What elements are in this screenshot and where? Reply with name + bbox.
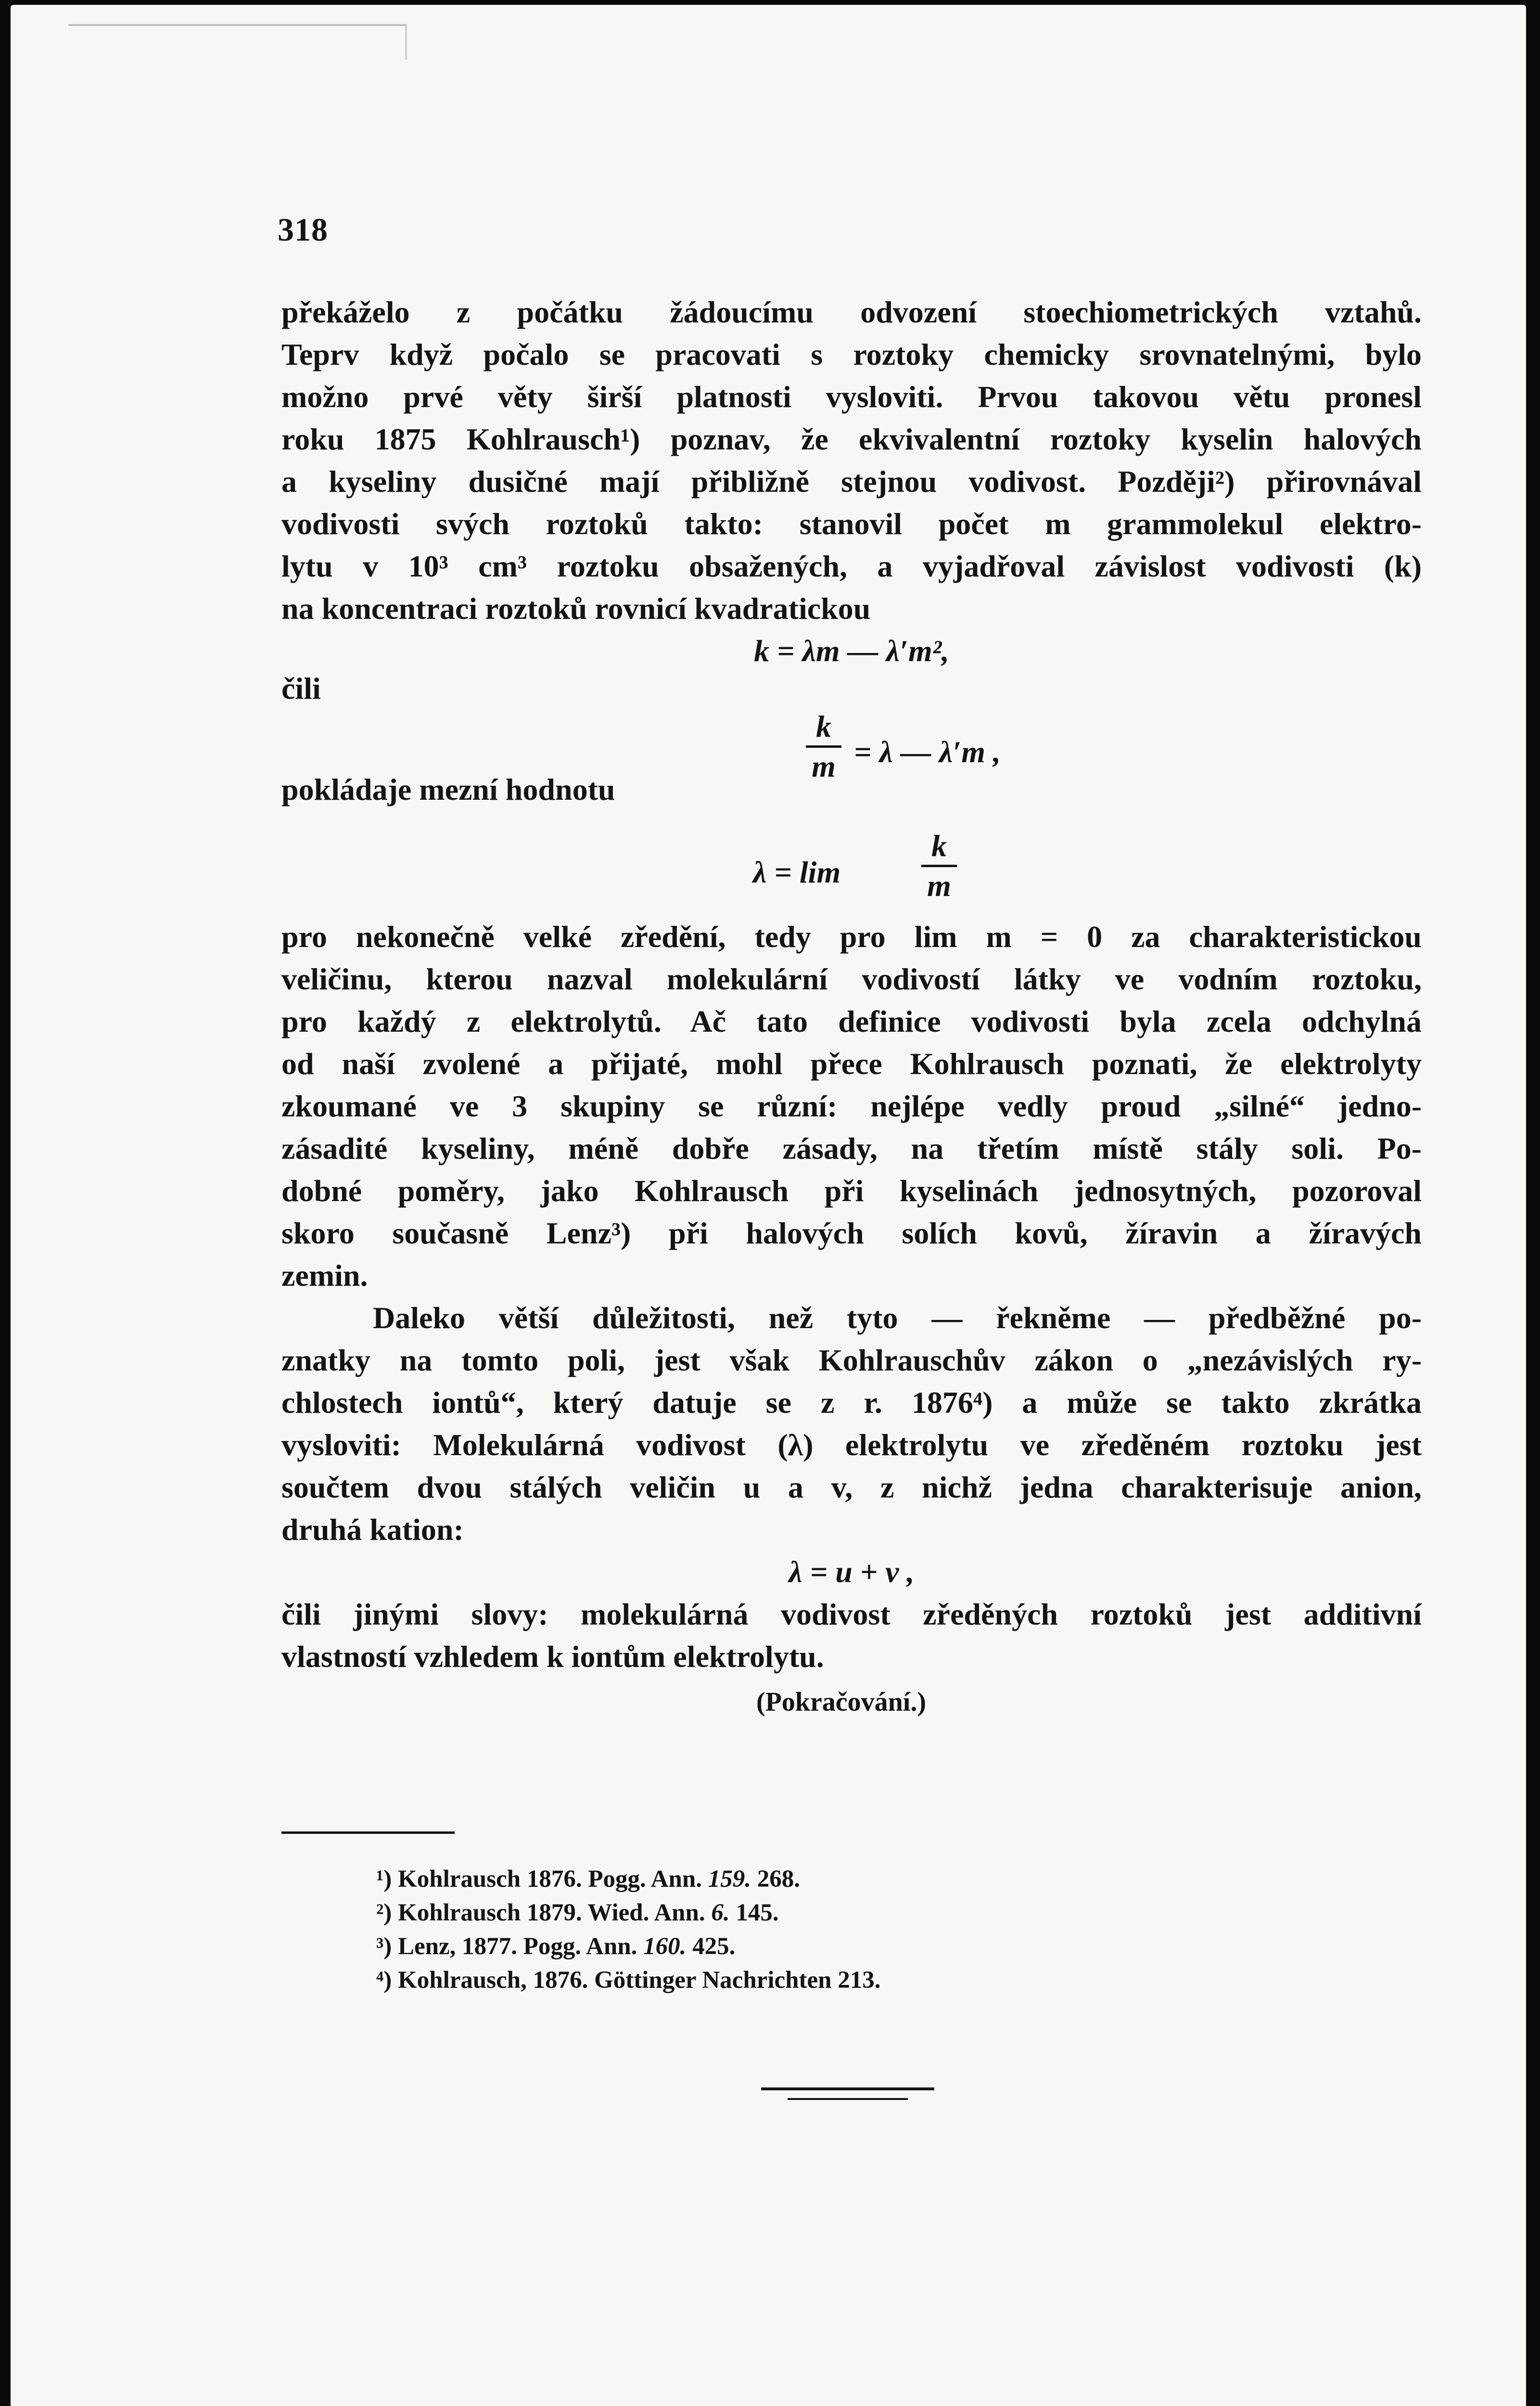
footnotes (376, 1862, 1194, 1997)
text-line: Daleko větší důležitosti, než tyto — řekněme — předběžné po- (373, 1301, 1422, 1335)
article-body (281, 291, 1422, 1726)
text-line: a kyseliny dusičné mají přibližně stejnou vodivost. Později²) přirovnával (281, 464, 1422, 499)
text-line: pro nekonečně velké zředění, tedy pro lim m = 0 za charakteristickou (281, 920, 1422, 954)
footnote-page: 145. (736, 1899, 779, 1926)
footnote-mark: ⁴) (376, 1967, 392, 1994)
text-line: vlastností vzhledem k iontům elektrolytu. (281, 1639, 824, 1674)
page-sheet (11, 5, 1526, 2406)
denominator: m (927, 869, 951, 903)
text-line: zemin. (281, 1258, 368, 1293)
numerator: k (931, 829, 947, 863)
fraction-k-over-m (806, 710, 841, 783)
footnote-volume: 159. (708, 1866, 751, 1893)
text-line: zkoumané ve 3 skupiny se různí: nejlépe vedly proud „silné“ jedno- (281, 1089, 1422, 1123)
fraction-bar (806, 745, 841, 748)
text-line: znatky na tomto poli, jest však Kohlrauschův zákon o „nezávislých ry- (281, 1343, 1422, 1377)
text-line: možno prvé věty širší platnosti vysloviti. Prvou takovou větu pronesl (281, 380, 1422, 414)
text-line: překáželo z počátku žádoucímu odvození stoechiometrických vztahů. (281, 295, 1422, 329)
limit-lhs: λ = lim (753, 855, 841, 889)
text-line: pokládaje mezní hodnotu (281, 772, 615, 806)
text-line: skoro současně Lenz³) při halových solích kovů, žíravin a žíravých (281, 1216, 1422, 1250)
text-line: roku 1875 Kohlrausch¹) poznav, že ekvivalentní roztoky kyselin halových (281, 422, 1422, 456)
text-line: druhá kation: (281, 1512, 464, 1547)
text-line: na koncentraci roztoků rovnicí kvadratickou (281, 591, 871, 626)
footnote-separator (281, 1831, 455, 1834)
fraction-bar (921, 865, 957, 867)
equation-quadratic: k = λm — λ′m², (753, 634, 950, 668)
end-ornament-rule (788, 2098, 908, 2100)
equation-ratio (281, 710, 1422, 794)
footnote-2 (376, 1896, 1194, 1930)
text-line: čili (281, 671, 321, 705)
footnote-volume: 6. (711, 1899, 730, 1926)
numerator: k (816, 709, 831, 743)
equation-limit (281, 811, 1422, 903)
footnote-volume: 160. (643, 1933, 687, 1960)
footnote-1 (376, 1862, 1194, 1896)
text-line: pro každý z elektrolytů. Ač tato definice vodivosti byla zcela odchylná (281, 1004, 1422, 1038)
footnote-text: Kohlrausch 1879. Wied. Ann. (398, 1899, 705, 1926)
page-number: 318 (278, 211, 328, 248)
text-line: vysloviti: Molekulárná vodivost (λ) elektrolytu ve zředěném roztoku jest (281, 1428, 1422, 1462)
footnote-mark: ¹) (376, 1866, 392, 1893)
text-line: lytu v 10³ cm³ roztoku obsažených, a vyjadřoval závislost vodivosti (k) (281, 549, 1422, 583)
text-line: zásadité kyseliny, méně dobře zásady, na třetím místě stály soli. Po- (281, 1131, 1422, 1165)
text-line: čili jinými slovy: molekulárná vodivost zředěných roztoků jest additivní (281, 1597, 1422, 1631)
equation-additivity: λ = u + v , (789, 1555, 915, 1589)
footnote-page: 268. (757, 1866, 800, 1893)
footnote-3 (376, 1930, 1194, 1963)
footnote-4 (376, 1963, 1194, 1997)
text-line: od naší zvolené a přijaté, mohl přece Kohlrausch poznati, že elektrolyty (281, 1047, 1422, 1081)
scan-edge-artifact (68, 24, 407, 60)
footnote-text: Kohlrausch, 1876. Göttinger Nachrichten 213. (398, 1967, 881, 1994)
continued-note: (Pokračování.) (756, 1687, 926, 1717)
fraction-k-over-m (921, 829, 957, 903)
text-line: Teprv když počalo se pracovati s roztoky chemicky srovnatelnými, bylo (281, 337, 1422, 371)
text-line: vodivosti svých roztoků takto: stanovil počet m grammolekul elektro- (281, 507, 1422, 541)
text-line: součtem dvou stálých veličin u a v, z nichž jedna charakterisuje anion, (281, 1470, 1422, 1504)
footnote-page: 425. (692, 1933, 736, 1960)
denominator: m (812, 749, 836, 783)
footnote-text: Lenz, 1877. Pogg. Ann. (398, 1933, 637, 1960)
footnote-mark: ²) (376, 1899, 392, 1926)
footnote-mark: ³) (376, 1933, 392, 1960)
footnote-text: Kohlrausch 1876. Pogg. Ann. (398, 1866, 702, 1893)
text-line: veličinu, kterou nazval molekulární vodivostí látky ve vodním roztoku, (281, 962, 1422, 996)
equation-rest: = λ — λ′m , (854, 735, 1001, 769)
end-ornament-rule (761, 2087, 934, 2090)
text-line: chlostech iontů“, který datuje se z r. 1876⁴) a může se takto zkrátka (281, 1385, 1422, 1420)
text-line: dobné poměry, jako Kohlrausch při kyselinách jednosytných, pozoroval (281, 1174, 1422, 1208)
